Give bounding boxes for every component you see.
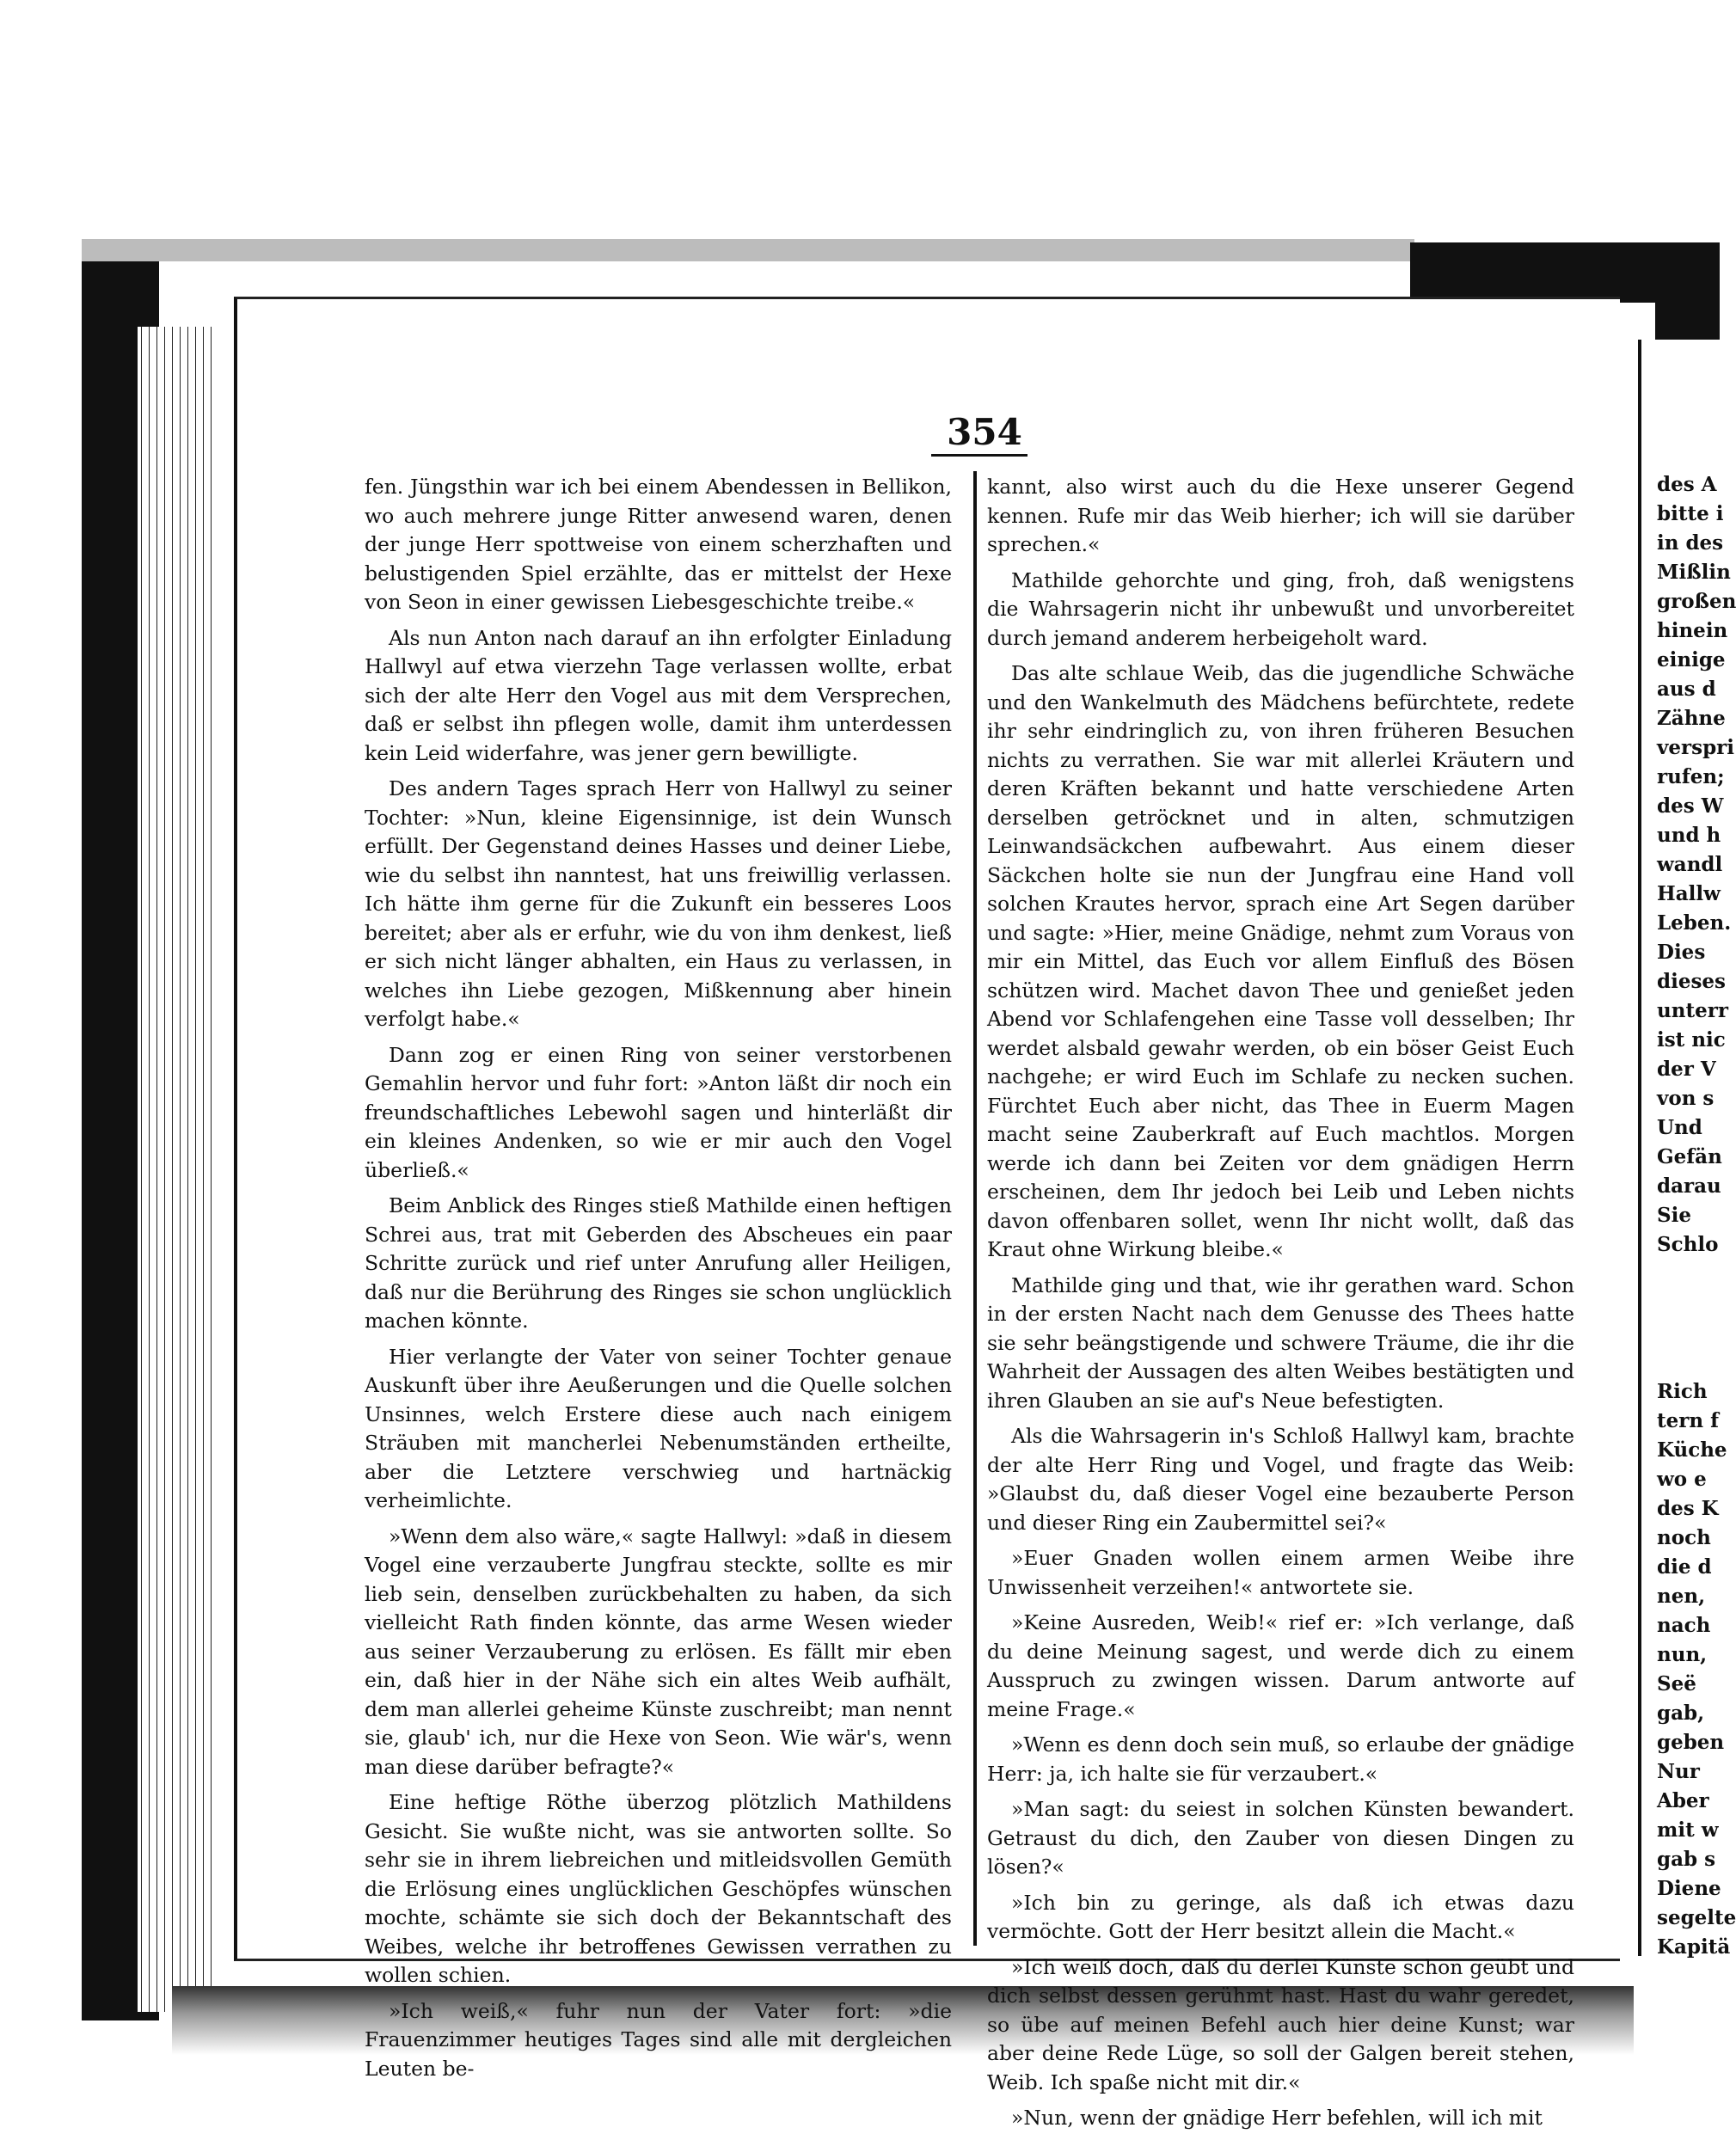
paragraph: fen. Jüngsthin war ich bei einem Abendessen in Bellikon, wo auch mehrere junge Ritter anwesend waren, denen der junge Herr spottweise von einem scherzhaften und belustigenden Spiel erzählte, das er mittelst der Hexe von Seon in einer gewissen Liebesgeschichte treibe.« [365,475,952,614]
next-page-line-fragment: gab s [1657,1848,1716,1871]
next-page-line-fragment: Seë [1657,1672,1696,1695]
next-page-line-fragment: nen, [1657,1585,1706,1608]
next-page-line-fragment: gab, [1657,1702,1705,1725]
next-page-line-fragment: Kapitä [1657,1935,1731,1959]
paragraph: Beim Anblick des Ringes stieß Mathilde einen heftigen Schrei aus, trat mit Geberden des Abscheues ein paar Schritte zurück und rief unter Anrufung aller Heiligen, daß nur die Berührung des Ringes sie schon unglücklich machen könnte. [365,1193,952,1333]
paragraph: Hier verlangte der Vater von seiner Tochter genaue Auskunft über ihre Aeußerungen und die Quelle solchen Unsinnes, welch Erstere diese auch nach einigem Sträuben mit mancherlei Nebenumständen ertheilte, aber die Letztere verschwieg und hartnäckig verheimlichte. [365,1344,952,1512]
paragraph: Mathilde gehorchte und ging, froh, daß wenigstens die Wahrsagerin nicht ihr unbewußt und unvorbereitet durch jemand anderem herbeigeholt ward. [987,567,1574,650]
next-page-line-fragment: bitte i [1657,502,1724,525]
next-page-line-fragment: großen [1657,590,1736,613]
next-page-line-fragment: geben [1657,1731,1725,1754]
paragraph: Dann zog er einen Ring von seiner verstorbenen Gemahlin hervor und fuhr fort: »Anton läßt dir noch ein freundschaftliches Lebewohl sagen und hinterläßt dir ein kleines Andenken, so wie er mir auch den Vogel überließ.« [365,1042,952,1182]
page-number: 354 [947,411,1022,453]
next-page-line-fragment: unterr [1657,999,1728,1022]
next-page-line-fragment: einige [1657,648,1726,671]
next-page-line-fragment: von s [1657,1087,1715,1110]
page-edges-stack [138,327,215,2012]
next-page-line-fragment: des K [1657,1497,1719,1520]
next-page-line-fragment: des A [1657,473,1717,496]
paragraph: »Ich bin zu geringe, als daß ich etwas dazu vermöchte. Gott der Herr besitzt allein die Macht.« [987,1890,1574,1943]
next-page-line-fragment: Gefän [1657,1145,1722,1168]
paragraph: Des andern Tages sprach Herr von Hallwyl zu seiner Tochter: »Nun, kleine Eigensinnige, ist dein Wunsch erfüllt. Der Gegenstand deines Hasses und deiner Liebe, wie du selbst ihn nanntest, hat uns freiwillig verlassen. Ich hätte ihm gerne für die Zukunft ein besseres Loos bereitet; aber als er erfuhr, wie du von ihm denkest, ließ er sich nicht länger abhalten, ein Haus zu verlassen, in welches ihn Liebe gezogen, Mißkennung aber hinein verfolgt habe.« [365,776,952,1031]
left-text-column [365,473,952,2090]
next-page-line-fragment: Und [1657,1116,1702,1139]
paragraph: »Man sagt: du seiest in solchen Künsten bewandert. Getraust du dich, den Zauber von diesen Dingen zu lösen?« [987,1797,1574,1879]
paragraph: Mathilde ging und that, wie ihr gerathen ward. Schon in der ersten Nacht nach dem Genusse des Thees hatte sie sehr beängstigende und schwere Träume, die ihr die Wahrheit der Aussagen des alten Weibes bestätigten und ihren Glauben an sie auf's Neue befestigten. [987,1272,1574,1413]
next-page-line-fragment: Leben. [1657,911,1732,935]
next-page-line-fragment: Küche [1657,1438,1727,1462]
next-page-line-fragment: rufen; [1657,765,1725,788]
paragraph: kannt, also wirst auch du die Hexe unserer Gegend kennen. Rufe mir das Weib hierher; ich will sie darüber sprechen.« [987,475,1574,556]
paragraph: Eine heftige Röthe überzog plötzlich Mathildens Gesicht. Sie wußte nicht, was sie antworten sollte. So sehr sie in ihrem liebreichen und mitleidsvollen Gemüth die Erlösung eines unglücklichen Geschöpfes wünschen mochte, schämte sie sich doch der Bekanntschaft des Weibes, welche ihr betroffenes Gewissen verrathen zu wollen schien. [365,1790,952,1987]
right-text-column [987,473,1574,2140]
next-page-line-fragment: Aber [1657,1789,1709,1812]
next-page-line-fragment: mit w [1657,1818,1719,1842]
next-page-line-fragment: hinein [1657,619,1728,642]
next-page-line-fragment: Schlo [1657,1233,1719,1256]
next-page-fragment [1638,340,1736,1959]
paragraph: »Ich weiß doch, daß du derlei Künste schon geübt und dich selbst dessen gerühmt hast. Hast du wahr geredet, so übe auf meinen Befehl auch hier deine Kunst; war aber deine Rede Lüge, so soll der Galgen bereit stehen, Weib. Ich spaße nicht mit dir.« [987,1954,1574,2094]
next-page-line-fragment: die d [1657,1555,1712,1579]
top-right-dark-edge [1410,242,1659,303]
next-page-line-fragment: Nur [1657,1760,1700,1783]
paragraph: »Nun, wenn der gnädige Herr befehlen, will ich mit [1011,2106,1543,2130]
next-page-line-fragment: aus d [1657,678,1716,701]
paragraph: »Wenn es denn doch sein muß, so erlaube der gnädige Herr: ja, ich halte sie für verzaubert.« [987,1732,1574,1786]
next-page-line-fragment: des W [1657,794,1724,818]
paragraph: Das alte schlaue Weib, das die jugendliche Schwäche und den Wankelmuth des Mädchens befürchtete, redete ihr sehr eindringlich zu, von ihren früheren Besuchen nichts zu verrathen. Sie war mit allerlei Kräutern und deren Kräften bekannt und hatte verschiedene Arten derselben getröcknet und in alten, schmutzigen Leinwandsäckchen aufbewahrt. Aus einem dieser Säckchen holte sie nun der Jungfrau eine Hand voll solchen Krautes hervor, sprach eine Art Segen darüber und sagte: »Hier, meine Gnädige, nehmt zum Voraus von mir ein Mittel, das Euch vor allem Einfluß des Bösen schützen wird. Machet davon Thee und genießet jeden Abend vor Schlafengehen eine Tasse voll desselben; Ihr werdet alsbald gewahr werden, ob ein böser Geist Euch nachgehe; er wird Euch im Schlafe zu necken suchen. Fürchtet Euch aber nicht, das Thee in Euerm Magen macht seine Zauberkraft auf Euch machtlos. Morgen werde ich dann bei Zeiten vor dem gnädigen Herrn erscheinen, dem Ihr jedoch bei Leib und Leben nichts davon offenbaren sollet, wenn Ihr nicht wollt, daß das Kraut ohne Wirkung bleibe.« [987,661,1574,1261]
next-page-line-fragment: tern f [1657,1409,1719,1432]
next-page-line-fragment: noch [1657,1526,1711,1549]
next-page-line-fragment: der V [1657,1058,1716,1081]
paragraph: Als nun Anton nach darauf an ihn erfolgter Einladung Hallwyl auf etwa vierzehn Tage verlassen wollte, erbat sich der alte Herr den Vogel aus mit dem Versprechen, daß er selbst ihn pflegen wolle, damit ihm unterdessen kein Leid widerfahre, was jener gern bewilligte. [365,625,952,765]
next-page-line-fragment: darau [1657,1174,1721,1198]
paragraph: Als die Wahrsagerin in's Schloß Hallwyl kam, brachte der alte Herr Ring und Vogel, und fragte das Weib: »Glaubst du, daß dieser Vogel eine bezauberte Person und dieser Ring ein Zaubermittel sei?« [987,1424,1574,1535]
next-page-line-fragment: Mißlin [1657,561,1731,584]
next-page-line-fragment: segelte [1657,1906,1736,1929]
page-number-underline [931,454,1027,457]
next-page-line-fragment: dieses [1657,970,1726,993]
paragraph: »Euer Gnaden wollen einem armen Weibe ihre Unwissenheit verzeihen!« antwortete sie. [987,1546,1574,1599]
next-page-line-fragment: Dies [1657,941,1706,964]
next-page-line-fragment: Hallw [1657,882,1721,905]
right-book-edge [1655,242,1720,346]
paragraph: »Wenn dem also wäre,« sagte Hallwyl: »daß in diesem Vogel eine verzauberte Jungfrau steckte, sollte es mir lieb sein, denselben zurückbehalten zu haben, da sich vielleicht Rath finden könnte, das arme Wesen wieder aus seiner Verzauberung zu erlösen. Es fällt mir eben ein, daß hier in der Nähe sich ein altes Weib aufhält, dem man allerlei geheime Künste zuschreibt; man nennt sie, glaub' ich, nur die Hexe von Seon. Wie wär's, wenn man diese darüber befragte?« [365,1524,952,1779]
next-page-line-fragment: Rich [1657,1380,1708,1403]
next-page-line-fragment: und h [1657,824,1721,847]
next-page-line-fragment: Zähne [1657,707,1726,730]
next-page-line-fragment: ist nic [1657,1028,1726,1052]
next-page-line-fragment: in des [1657,531,1724,555]
paragraph: »Ich weiß,« fuhr nun der Vater fort: »die Frauenzimmer heutiges Tages sind alle mit dergleichen Leuten be- [365,1998,952,2081]
next-page-line-fragment: verspri [1657,736,1735,759]
top-scan-border [82,239,1414,261]
next-page-line-fragment: nach [1657,1614,1711,1637]
next-page-line-fragment: Sie [1657,1204,1691,1227]
next-page-line-fragment: wo e [1657,1468,1707,1491]
paragraph: »Keine Ausreden, Weib!« rief er: »Ich verlange, daß du deine Meinung sagest, und werde dich zu einem Ausspruch zu zwingen wissen. Darum antworte auf meine Frage.« [987,1610,1574,1721]
column-divider [973,471,977,1946]
next-page-line-fragment: Diene [1657,1877,1721,1900]
next-page-line-fragment: nun, [1657,1643,1708,1666]
next-page-line-fragment: wandl [1657,853,1723,876]
